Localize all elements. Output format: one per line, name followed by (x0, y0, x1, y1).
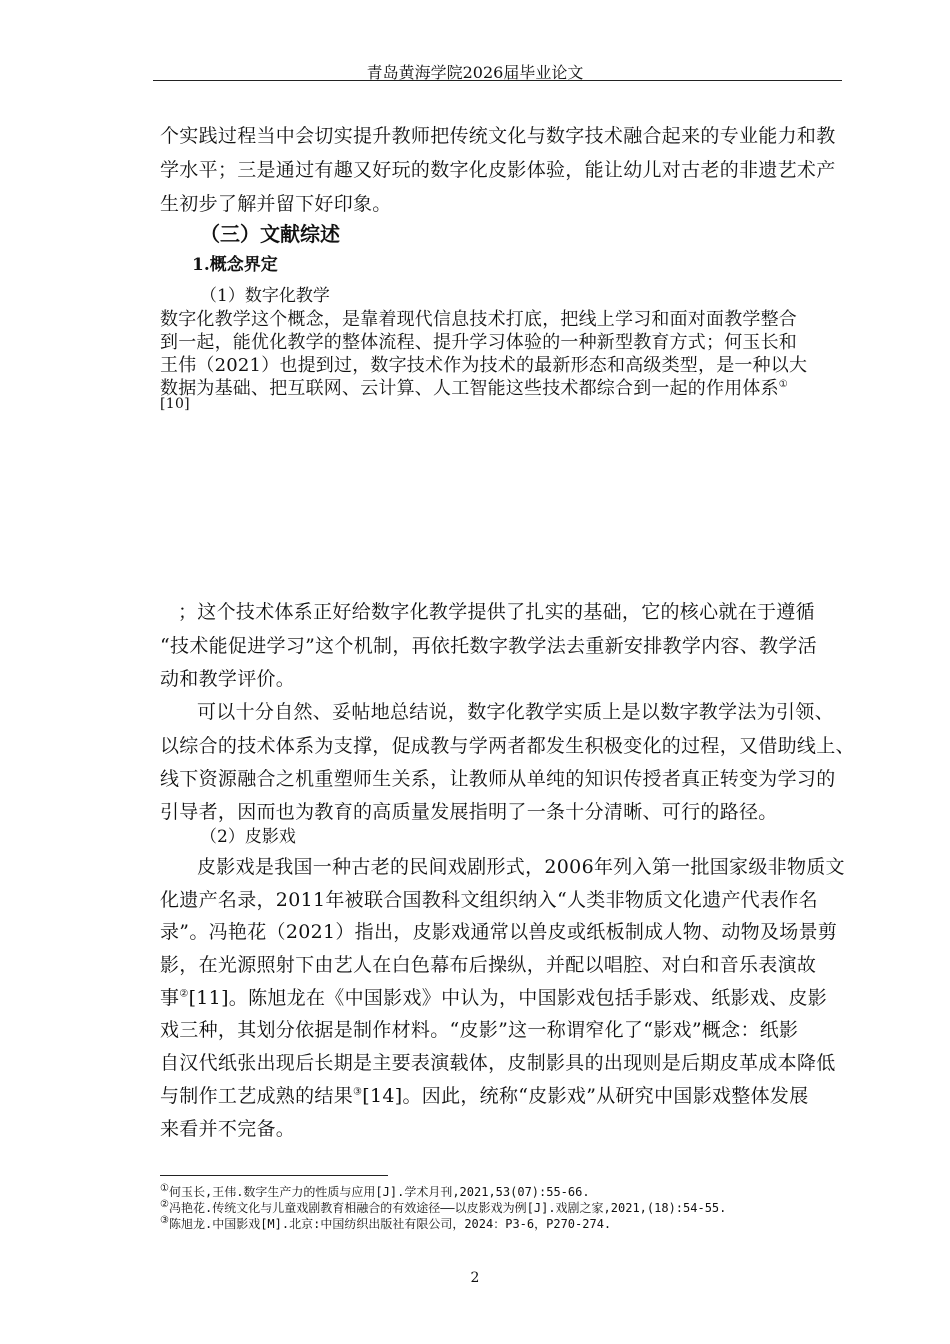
header-rule (153, 80, 842, 81)
subsection-heading: 1.概念界定 (192, 255, 278, 275)
footnote-3 (160, 1215, 611, 1232)
footnote-1 (160, 1183, 590, 1200)
digital-line-1: 数字化教学这个概念，是靠着现代信息技术打底，把线上学习和面对面教学整合 (160, 309, 797, 330)
digital-line-4 (160, 374, 788, 400)
shadow-line-8 (160, 1081, 809, 1108)
item1-heading: （1）数字化教学 (200, 286, 330, 306)
shadow-line-8-pre: 与制作工艺成熟的结果 (160, 1085, 354, 1107)
shadow-line-8-post: [14]。因此，统称“皮影戏”从研究中国影戏整体发展 (362, 1085, 809, 1107)
digital-cont-line-2: “技术能促进学习”这个机制，再依托数字教学法去重新安排教学内容、教学活 (160, 635, 817, 657)
footnote-2-text: 冯艳花.传统文化与儿童戏剧教育相融合的有效途径——以皮影戏为例[J].戏剧之家,2021,(18):54-55. (168, 1201, 727, 1215)
shadow-line-1: 皮影戏是我国一种古老的民间戏剧形式，2006年列入第一批国家级非物质文 (197, 856, 845, 878)
shadow-line-2: 化遗产名录，2011年被联合国教科文组织纳入“人类非物质文化遗产代表作名 (160, 889, 818, 911)
citation-10: [10] (160, 396, 190, 412)
shadow-line-9: 来看并不完备。 (160, 1118, 296, 1140)
shadow-line-3: 录”。冯艳花（2021）指出，皮影戏通常以兽皮或纸板制成人物、动物及场景剪 (160, 921, 838, 943)
footnote-rule (160, 1175, 388, 1176)
footnote-3-mark: ③ (160, 1215, 169, 1226)
footnote-2-mark: ② (160, 1199, 169, 1210)
page-number: 2 (470, 1270, 480, 1286)
shadow-line-5-pre: 事 (160, 987, 180, 1009)
shadow-line-6: 戏三种，其划分依据是制作材料。“皮影”这一称谓窄化了“影戏”概念：纸影 (160, 1019, 799, 1041)
footnote-1-mark: ① (160, 1183, 169, 1194)
digital-cont-line-1: ；这个技术体系正好给数字化教学提供了扎实的基础，它的核心就在于遵循 (178, 601, 815, 623)
digital-line-3: 王伟（2021）也提到过，数字技术作为技术的最新形态和高级类型，是一种以大 (160, 355, 808, 376)
shadow-line-5-post: [11]。陈旭龙在《中国影戏》中认为，中国影戏包括手影戏、纸影戏、皮影 (188, 987, 828, 1009)
footnote-mark-1: ① (778, 379, 788, 390)
digital-line-4-text: 数据为基础、把互联网、云计算、人工智能这些技术都综合到一起的作用体系 (160, 378, 779, 399)
intro-line-2: 学水平；三是通过有趣又好玩的数字化皮影体验，能让幼儿对古老的非遗艺术产 (160, 159, 836, 181)
summary-line-2: 以综合的技术体系为支撑，促成教与学两者都发生积极变化的过程，又借助线上、 (160, 735, 855, 757)
digital-line-2: 到一起，能优化教学的整体流程、提升学习体验的一种新型教育方式；何玉长和 (160, 332, 797, 353)
summary-line-3: 线下资源融合之机重塑师生关系，让教师从单纯的知识传授者真正转变为学习的 (160, 768, 836, 790)
footnote-3-text: 陈旭龙.中国影戏[M].北京:中国纺织出版社有限公司，2024：P3-6，P270-274. (168, 1217, 612, 1231)
section-heading: （三）文献综述 (200, 222, 340, 246)
shadow-line-5 (160, 983, 827, 1010)
summary-line-4: 引导者，因而也为教育的高质量发展指明了一条十分清晰、可行的路径。 (160, 801, 778, 823)
item2-heading: （2）皮影戏 (200, 827, 296, 847)
shadow-line-7: 自汉代纸张出现后长期是主要表演载体，皮制影具的出现则是后期皮革成本降低 (160, 1052, 836, 1074)
summary-line-1: 可以十分自然、妥帖地总结说，数字化教学实质上是以数字教学法为引领、 (197, 701, 834, 723)
intro-line-1: 个实践过程当中会切实提升教师把传统文化与数字技术融合起来的专业能力和教 (160, 125, 836, 147)
running-header: 青岛黄海学院2026届毕业论文 (366, 63, 584, 82)
footnote-mark-3: ③ (353, 1086, 363, 1098)
shadow-line-4: 影，在光源照射下由艺人在白色幕布后操纵，并配以唱腔、对白和音乐表演故 (160, 954, 817, 976)
digital-cont-line-3: 动和教学评价。 (160, 668, 296, 690)
footnote-2 (160, 1199, 726, 1216)
footnote-1-text: 何玉长,王伟.数字生产力的性质与应用[J].学术月刊,2021,53(07):55-66. (168, 1185, 590, 1199)
intro-line-3: 生初步了解并留下好印象。 (160, 193, 392, 215)
footnote-mark-2: ② (179, 988, 189, 1000)
